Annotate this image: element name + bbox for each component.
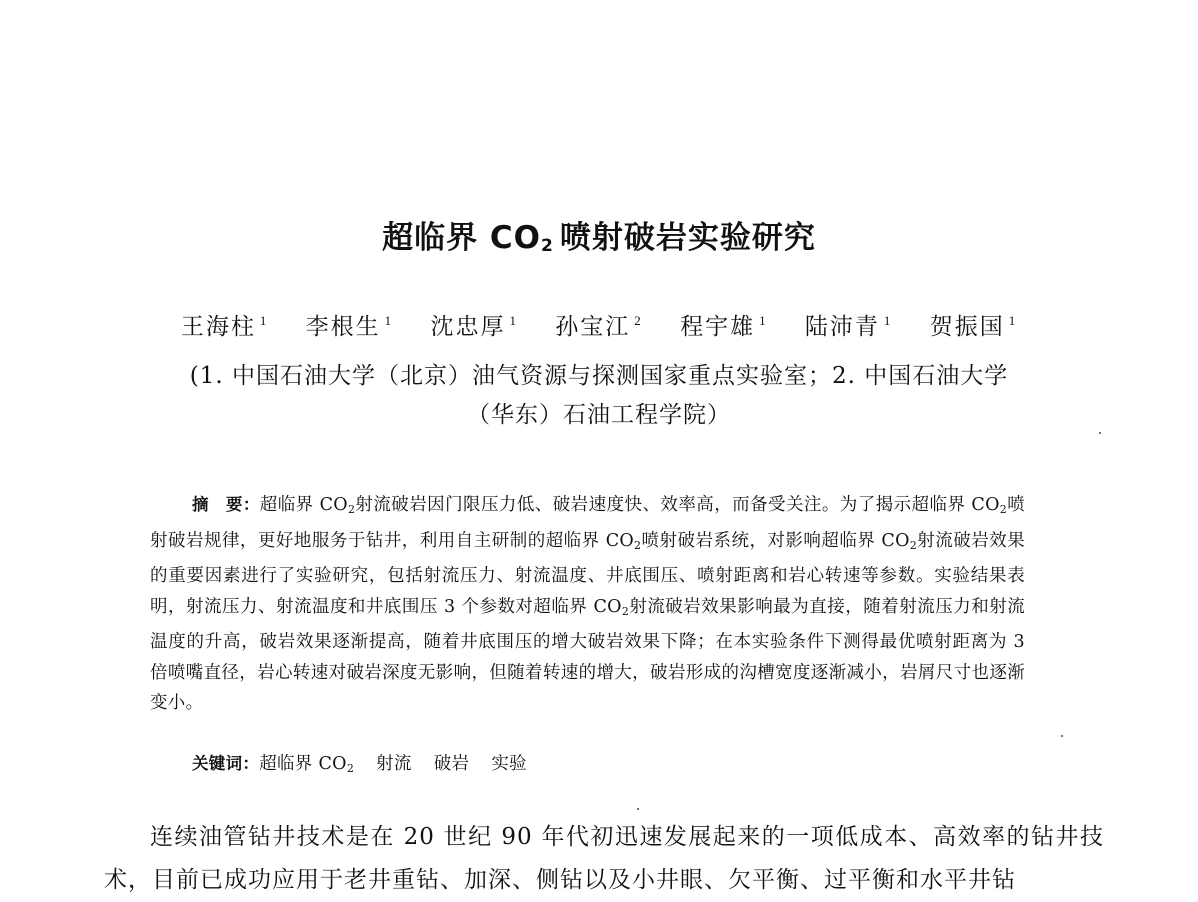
subscript: 2 — [346, 762, 355, 775]
author-affiliation-mark: 1 — [259, 313, 269, 328]
title-subscript: 2 — [541, 236, 554, 256]
title-suffix: 喷射破岩实验研究 — [559, 220, 816, 256]
body-paragraph: 连续油管钻井技术是在 20 世纪 90 年代初迅速发展起来的一项低成本、高效率的钻井技术，目前已成功应用于老井重钻、加深、侧钻以及小井眼、欠平衡、过平衡和水平井钻 — [104, 824, 1104, 893]
subscript: 2 — [634, 538, 642, 552]
author-name: 李根生 — [305, 314, 381, 340]
author-name: 王海柱 — [180, 314, 256, 340]
affiliation-line: (1. 中国石油大学（北京）油气资源与探测国家重点实验室；2. 中国石油大学 — [189, 363, 1009, 389]
keyword — [259, 754, 354, 774]
author — [181, 308, 269, 341]
paper-title — [0, 212, 1198, 257]
author-list — [0, 308, 1198, 341]
author — [306, 308, 394, 341]
author-affiliation-mark: 1 — [509, 313, 518, 328]
abstract-label: 摘 要： — [192, 495, 260, 514]
affiliation-line: （华东）石油工程学院） — [467, 402, 731, 428]
abstract-text: 射流破岩因门限压力低、破岩速度快、效率高，而备受关注。为了揭示超临界 CO — [355, 495, 1000, 515]
scan-speck — [637, 808, 639, 810]
subscript: 2 — [621, 604, 630, 618]
abstract-text: 射流破岩效果的重要因素进行了实验研究，包括射流压力、射流温度、井底围压、喷射距离和岩心转速等参数。实验结果表明，射流压力、射流温度和井底围压 3 个参数对超临界 CO — [150, 530, 1025, 617]
author — [930, 308, 1018, 341]
author-name: 贺振国 — [929, 314, 1005, 340]
keywords-label: 关键词： — [192, 754, 260, 773]
keyword: 破岩 — [433, 754, 470, 774]
author-name: 沈忠厚 — [430, 314, 506, 340]
keywords — [192, 750, 549, 775]
author-name: 陆沛青 — [804, 314, 880, 340]
author-name: 程宇雄 — [680, 314, 756, 340]
author-affiliation-mark: 2 — [634, 313, 643, 328]
scan-speck — [1061, 735, 1063, 737]
author-affiliation-mark: 1 — [384, 313, 394, 328]
keyword: 射流 — [376, 754, 412, 774]
author-affiliation-mark: 1 — [883, 313, 893, 328]
keyword: 实验 — [491, 754, 527, 774]
author-name: 孙宝江 — [555, 314, 631, 340]
keyword-text: 超临界 CO — [259, 754, 347, 774]
abstract — [150, 490, 1025, 719]
scan-speck — [1099, 432, 1101, 434]
abstract-text: 喷射破岩系统，对影响超临界 CO — [641, 530, 910, 551]
subscript: 2 — [347, 503, 356, 516]
author-affiliation-mark: 1 — [759, 313, 768, 328]
subscript: 2 — [999, 503, 1008, 516]
title-prefix: 超临界 CO — [382, 220, 542, 256]
author — [805, 308, 893, 341]
abstract-text: 射流破岩效果影响最为直接，随着射流压力和射流温度的升高，破岩效果逐渐提高，随着井底围压的增大破岩效果下降；在本实验条件下测得最优喷射距离为 3 倍喷嘴直径，岩心转速对破岩深度无影响，但随着转速的增大，破岩形成的沟槽宽度逐渐减小，岩屑尺寸也逐渐变小。 — [150, 596, 1025, 713]
subscript: 2 — [909, 538, 918, 552]
author-affiliation-mark: 1 — [1008, 313, 1018, 328]
abstract-text: 超临界 CO — [259, 495, 348, 515]
author — [680, 308, 768, 341]
author — [555, 308, 643, 341]
abstract-text: 喷射破岩规律，更好地服务于钻井，利用自主研制的超临界 CO — [150, 495, 1025, 551]
author — [430, 308, 518, 341]
